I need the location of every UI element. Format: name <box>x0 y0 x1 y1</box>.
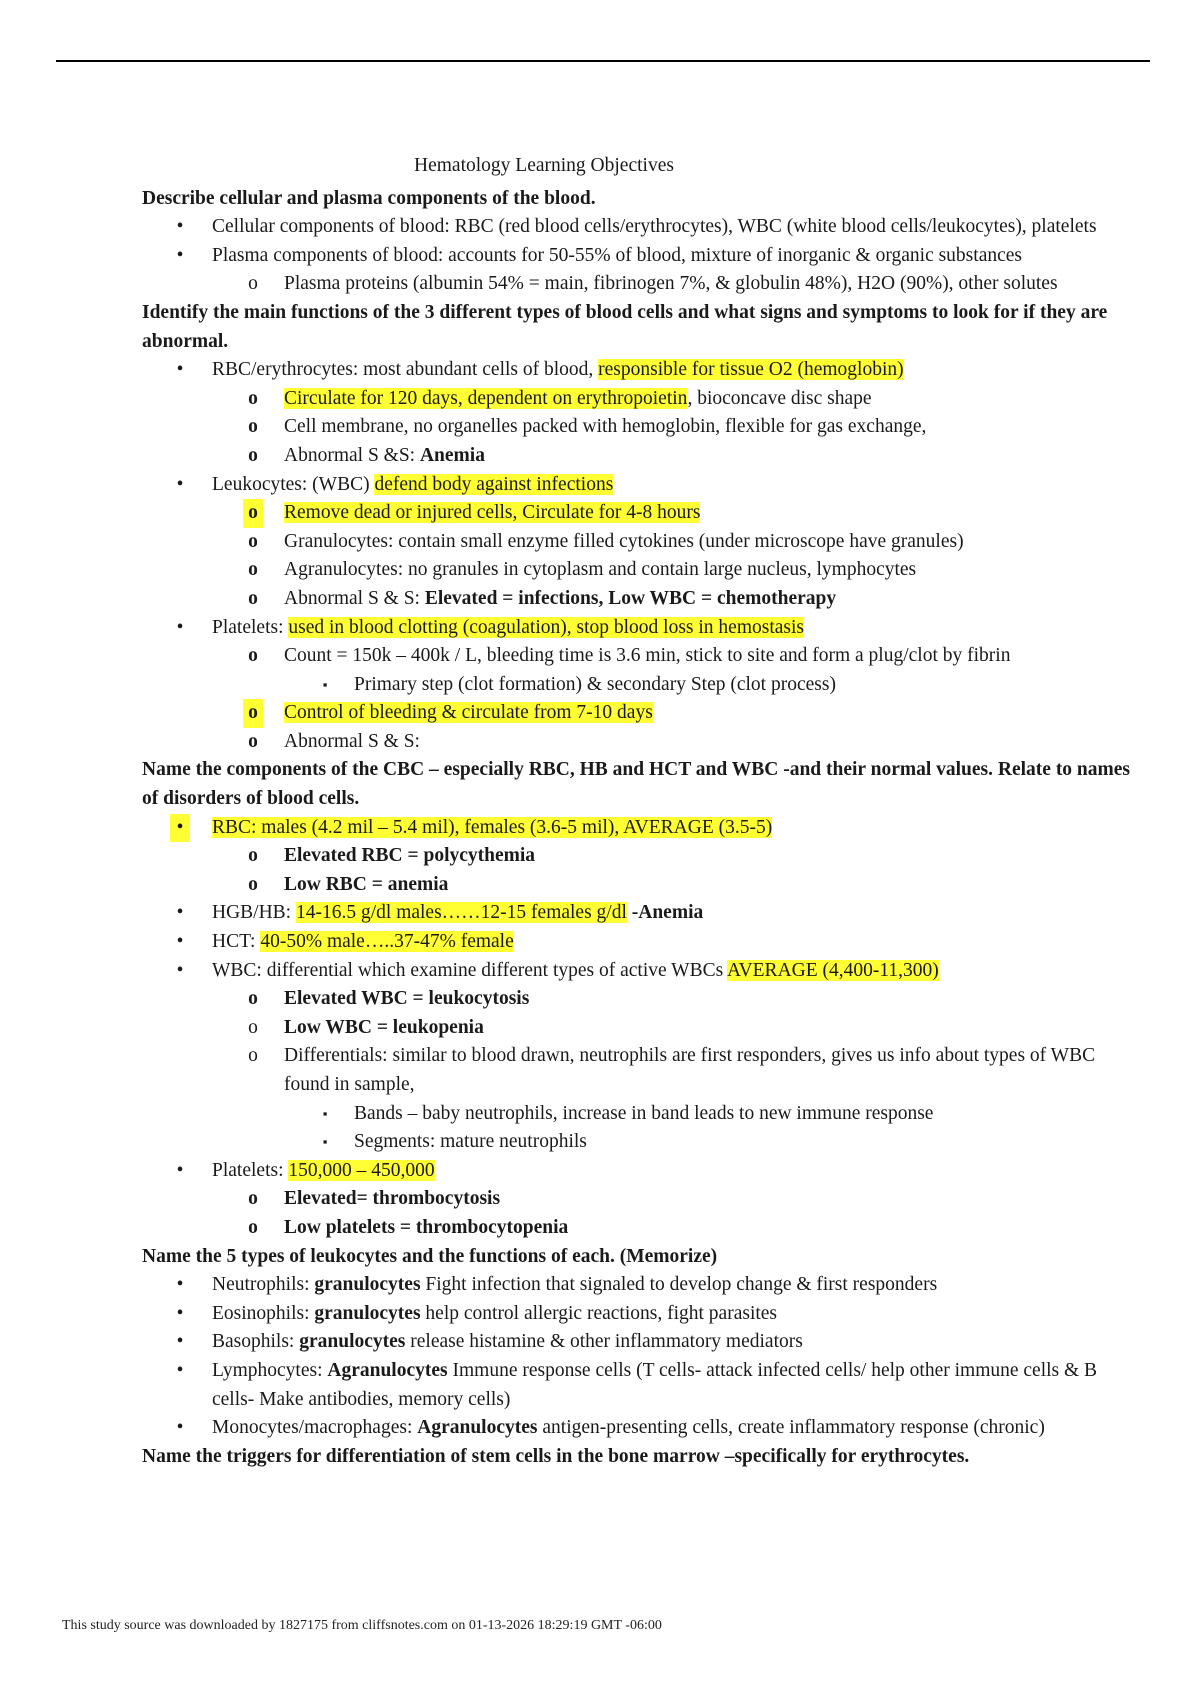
list-item-level-3 <box>142 1100 1142 1129</box>
list-item-level-2 <box>142 985 1142 1014</box>
list-item-level-1 <box>142 814 1142 843</box>
highlighted-text: 40-50% male…..37-47% female <box>260 931 514 953</box>
list-item-text <box>354 1131 587 1152</box>
list-item-level-1 <box>142 1300 1142 1329</box>
list-item-text <box>284 388 872 409</box>
bullet-marker: • <box>176 216 184 238</box>
list-item-level-1 <box>142 471 1142 500</box>
sub-bullet-marker: o <box>248 1045 258 1067</box>
page-title: Hematology Learning Objectives <box>414 155 674 176</box>
list-item-text <box>284 445 485 466</box>
bold-text: -Anemia <box>626 902 704 924</box>
bullet-marker: • <box>176 359 184 381</box>
list-item-level-2 <box>142 728 1142 757</box>
text-segment: Primary step (clot formation) & secondary Step (clot process) <box>354 673 836 695</box>
text-segment: Abnormal S & S: <box>284 587 425 609</box>
text-segment: Segments: mature neutrophils <box>354 1131 587 1153</box>
bullet-marker: • <box>176 616 184 638</box>
list-item-level-1 <box>142 957 1142 986</box>
highlighted-text: Circulate for 120 days, dependent on erythropoietin <box>284 387 688 409</box>
sub-bullet-marker: o <box>248 645 258 667</box>
highlighted-text: 14-16.5 g/dl males……12-15 females g/dl <box>295 902 627 924</box>
sub-bullet-marker: o <box>248 730 258 752</box>
list-item-level-1 <box>142 1157 1142 1186</box>
text-segment: Fight infection that signaled to develop change & first responders <box>420 1274 938 1296</box>
section-heading: Describe cellular and plasma components of the blood. <box>142 187 596 209</box>
bold-text: Elevated= thrombocytosis <box>284 1188 501 1210</box>
sub-bullet-marker: o <box>248 416 258 438</box>
sections-container <box>142 185 1142 1472</box>
list-item-text <box>284 731 420 752</box>
sub-bullet-marker: o <box>248 1016 258 1038</box>
text-segment: Cell membrane, no organelles packed with hemoglobin, flexible for gas exchange, <box>284 416 927 438</box>
sub-bullet-marker: o <box>248 273 258 295</box>
list-item-level-1 <box>142 899 1142 928</box>
list-item-level-2 <box>142 1214 1142 1243</box>
bold-text: Elevated RBC = polycythemia <box>284 845 536 867</box>
list-item-text <box>212 1274 937 1295</box>
sub-bullet-marker: o <box>243 499 263 528</box>
list-item-level-2 <box>142 871 1142 900</box>
text-segment: Neutrophils: <box>212 1274 315 1296</box>
sub-bullet-marker: o <box>248 873 258 895</box>
bullet-marker: • <box>176 1302 184 1324</box>
sub-bullet-marker: o <box>248 387 258 409</box>
list-item-text <box>284 273 1058 294</box>
bold-text: Anemia <box>419 444 485 466</box>
bullet-marker: • <box>176 1331 184 1353</box>
text-segment: RBC/erythrocytes: most abundant cells of blood, <box>212 359 599 381</box>
list-item-text <box>212 1417 1045 1438</box>
text-segment: release histamine & other inflammatory mediators <box>405 1331 803 1353</box>
list-item-level-1 <box>142 242 1142 271</box>
bullet-marker: • <box>176 244 184 266</box>
highlighted-text: 150,000 – 450,000 <box>288 1159 435 1181</box>
square-bullet-marker: ▪ <box>322 1105 328 1121</box>
section-heading: Name the triggers for differentiation of stem cells in the bone marrow –specifically for erythrocytes. <box>142 1445 970 1467</box>
list-item-text <box>284 1217 568 1238</box>
document-body <box>142 152 1142 1471</box>
list-item-text <box>212 474 613 495</box>
text-segment: Immune response cells (T cells- attack infected cells/ help other immune cells & B cells- Make antibodies, memory cells) <box>212 1359 1098 1410</box>
section-heading: Name the 5 types of leukocytes and the functions of each. (Memorize) <box>142 1245 718 1267</box>
text-segment: Plasma components of blood: accounts for 50-55% of blood, mixture of inorganic & organic substances <box>212 244 1022 266</box>
sub-bullet-marker: o <box>248 1188 258 1210</box>
text-segment: Cellular components of blood: RBC (red blood cells/erythrocytes), WBC (white blood cells/leukocytes), platelets <box>212 216 1097 238</box>
bullet-marker: • <box>176 902 184 924</box>
list-item-text <box>284 588 836 609</box>
sub-bullet-marker: o <box>248 587 258 609</box>
section-heading: Name the components of the CBC – especially RBC, HB and HCT and WBC -and their normal values. Relate to names of disorders of blood cells. <box>142 759 1131 810</box>
highlighted-text: responsible for tissue O2 (hemoglobin) <box>598 359 904 381</box>
bold-text: Agranulocytes <box>327 1359 448 1381</box>
list-item-text <box>212 1331 803 1352</box>
list-item-level-1 <box>142 213 1142 242</box>
text-segment: Plasma proteins (albumin 54% = main, fibrinogen 7%, & globulin 48%), H2O (90%), other solutes <box>284 273 1058 295</box>
bold-text: granulocytes <box>314 1274 421 1296</box>
list-item-text <box>212 902 703 923</box>
sub-bullet-marker: o <box>248 988 258 1010</box>
list-item-level-2 <box>142 1185 1142 1214</box>
list-item-text <box>284 416 926 437</box>
list-item-text <box>212 617 804 638</box>
highlighted-text: AVERAGE (4,400-11,300) <box>727 959 939 981</box>
text-segment: Differentials: similar to blood drawn, neutrophils are first responders, gives us info about types of WBC found in sample, <box>284 1045 1096 1095</box>
text-segment: WBC: differential which examine different types of active WBCs <box>212 959 727 981</box>
bullet-marker: • <box>176 931 184 953</box>
sub-bullet-marker: o <box>248 444 258 466</box>
list-item-text <box>212 359 904 380</box>
bullet-marker: • <box>176 1359 184 1381</box>
list-item-text <box>284 502 700 523</box>
bold-text: Elevated = infections, Low WBC = chemotherapy <box>424 587 837 609</box>
text-segment: Granulocytes: contain small enzyme filled cytokines (under microscope have granules) <box>284 530 964 552</box>
text-segment: Abnormal S &S: <box>284 444 420 466</box>
bullet-marker: • <box>176 1159 184 1181</box>
list-item-level-2 <box>142 528 1142 557</box>
text-segment: , bioconcave disc shape <box>687 387 872 409</box>
text-segment: Platelets: <box>212 1159 289 1181</box>
bullet-marker: • <box>170 814 190 843</box>
list-item-text <box>354 1103 933 1124</box>
list-item-level-1 <box>142 1328 1142 1357</box>
list-item-text <box>284 988 529 1009</box>
bullet-marker: • <box>176 1274 184 1296</box>
section-heading: Identify the main functions of the 3 different types of blood cells and what signs and symptoms to look for if they are abnormal. <box>142 301 1108 352</box>
bold-text: granulocytes <box>299 1331 406 1353</box>
highlighted-text: used in blood clotting (coagulation), stop blood loss in hemostasis <box>288 616 805 638</box>
square-bullet-marker: ▪ <box>322 676 328 692</box>
highlighted-text: Control of bleeding & circulate from 7-10 days <box>284 702 653 724</box>
bold-text: Low platelets = thrombocytopenia <box>284 1216 569 1238</box>
list-item-text <box>284 645 1010 666</box>
list-item-level-2 <box>142 499 1142 528</box>
text-segment: Count = 150k – 400k / L, bleeding time is 3.6 min, stick to site and form a plug/clot by fibrin <box>284 645 1011 667</box>
list-item-text <box>284 559 916 580</box>
list-item-level-2 <box>142 1042 1142 1099</box>
top-rule <box>56 60 1150 62</box>
text-segment: HCT: <box>212 931 261 953</box>
bullet-marker: • <box>176 959 184 981</box>
list-item-level-2 <box>142 842 1142 871</box>
bold-text: Low WBC = leukopenia <box>284 1016 484 1038</box>
text-segment: Agranulocytes: no granules in cytoplasm and contain large nucleus, lymphocytes <box>284 559 917 581</box>
list-item-text <box>212 1303 777 1324</box>
text-segment: HGB/HB: <box>212 902 296 924</box>
list-item-text <box>212 1160 435 1181</box>
list-item-text <box>284 1045 1095 1095</box>
list-item-level-3 <box>142 671 1142 700</box>
list-item-level-1 <box>142 1414 1142 1443</box>
list-item-level-1 <box>142 928 1142 957</box>
list-item-text <box>284 1188 500 1209</box>
list-item-text <box>354 674 836 695</box>
sub-bullet-marker: o <box>248 845 258 867</box>
list-item-level-1 <box>142 1357 1142 1414</box>
text-segment: Bands – baby neutrophils, increase in band leads to new immune response <box>354 1102 934 1124</box>
list-item-level-2 <box>142 270 1142 299</box>
list-item-text <box>284 874 448 895</box>
list-item-level-2 <box>142 442 1142 471</box>
sub-bullet-marker: o <box>248 559 258 581</box>
list-item-text <box>284 702 653 723</box>
list-item-text <box>284 845 535 866</box>
list-item-text <box>212 960 939 981</box>
text-segment: help control allergic reactions, fight parasites <box>420 1302 778 1324</box>
list-item-level-2 <box>142 699 1142 728</box>
sub-bullet-marker: o <box>243 699 263 728</box>
text-segment: Basophils: <box>212 1331 300 1353</box>
text-segment: Platelets: <box>212 616 289 638</box>
list-item-level-2 <box>142 413 1142 442</box>
list-item-level-2 <box>142 385 1142 414</box>
text-segment: Lymphocytes: <box>212 1359 328 1381</box>
list-item-level-3 <box>142 1128 1142 1157</box>
text-segment: antigen-presenting cells, create inflammatory response (chronic) <box>537 1417 1045 1439</box>
list-item-level-2 <box>142 642 1142 671</box>
text-segment: Monocytes/macrophages: <box>212 1417 418 1439</box>
highlighted-text: defend body against infections <box>374 473 614 495</box>
text-segment: Leukocytes: (WBC) <box>212 473 375 495</box>
bold-text: Elevated WBC = leukocytosis <box>284 988 530 1010</box>
list-item-level-1 <box>142 1271 1142 1300</box>
text-segment: Abnormal S & S: <box>284 730 420 752</box>
footer-source-note: This study source was downloaded by 1827175 from cliffsnotes.com on 01-13-2026 18:29:19 GMT -06:00 <box>62 1618 662 1633</box>
bold-text: Agranulocytes <box>417 1417 538 1439</box>
list-item-level-2 <box>142 585 1142 614</box>
list-item-level-1 <box>142 356 1142 385</box>
highlighted-text: RBC: males (4.2 mil – 5.4 mil), females (3.6-5 mil), AVERAGE (3.5-5) <box>212 816 773 838</box>
list-item-text <box>212 817 772 838</box>
list-item-text <box>212 216 1097 237</box>
bullet-marker: • <box>176 1417 184 1439</box>
highlighted-text: Remove dead or injured cells, Circulate for 4-8 hours <box>284 502 701 524</box>
list-item-text <box>212 931 514 952</box>
sub-bullet-marker: o <box>248 1216 258 1238</box>
list-item-text <box>212 1360 1097 1410</box>
list-item-text <box>284 531 964 552</box>
list-item-text <box>284 1017 484 1038</box>
bold-text: granulocytes <box>314 1302 421 1324</box>
list-item-level-2 <box>142 1014 1142 1043</box>
list-item-text <box>212 245 1022 266</box>
list-item-level-1 <box>142 614 1142 643</box>
bold-text: Low RBC = anemia <box>284 873 449 895</box>
list-item-level-2 <box>142 556 1142 585</box>
sub-bullet-marker: o <box>248 530 258 552</box>
bullet-marker: • <box>176 473 184 495</box>
square-bullet-marker: ▪ <box>322 1134 328 1150</box>
text-segment: Eosinophils: <box>212 1302 315 1324</box>
